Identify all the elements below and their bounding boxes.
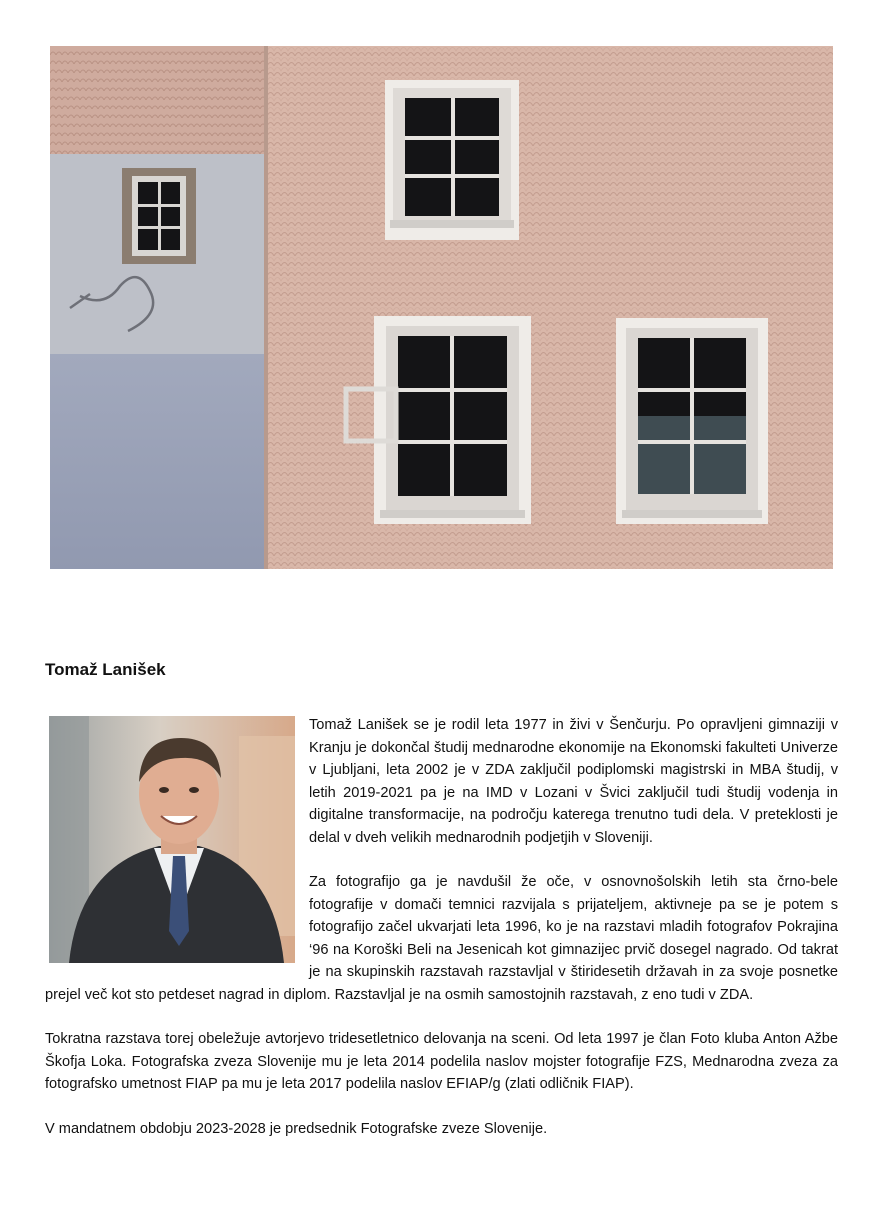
biography bbox=[45, 714, 838, 1162]
bio-paragraph-1: Tomaž Lanišek se je rodil leta 1977 in živi v Šenčurju. Po opravljeni gimnaziji v Kranju je dokončal študij mednarodne ekonomije na Ekonomski fakulteti Univerze v Ljubljani, leta 2002 je v ZDA zaključil podiplomski magistrski in MBA študij, v letih 2019-2021 pa je na IMD v Lozani v Švici zaključil tudi študij vodenja in digitalne transformacije, na področju katerega trenutno tudi dela. V preteklosti je delal v dveh velikih mednarodnih podjetjih v Sloveniji. bbox=[309, 717, 838, 846]
bottom-right-window bbox=[616, 318, 768, 524]
bio-paragraph-3: Tokratna razstava torej obeležuje avtorjevo tridesetletnico delovanja na sceni. Od leta 1997 je član Foto kluba Anton Ažbe Škofja Loka. Fotografska zveza Slovenije mu je leta 2014 podelila naslov mojster fotografije FZS, Mednarodna zveza za fotografsko umetnost FIAP pa mu je leta 2017 podelila naslov EFIAP/g (zlati odličnik FIAP). bbox=[45, 1031, 838, 1092]
left-wall-blue bbox=[50, 354, 265, 569]
author-portrait bbox=[49, 716, 295, 963]
bio-paragraph-4: V mandatnem obdobju 2023-2028 je predsednik Fotografske zveze Slovenije. bbox=[45, 1120, 548, 1137]
author-name: Tomaž Lanišek bbox=[45, 660, 166, 679]
left-roof bbox=[50, 46, 265, 158]
small-window bbox=[122, 168, 196, 264]
bio-paragraph-2: Za fotografijo ga je navdušil že oče, v osnovnošolskih letih sta črno-bele fotografije v domači temnici razvijala s prijateljem, aktivneje pa se je potem s fotografijo začel ukvarjati leta 1996, ko je na razstavi mladih fotografov Pokrajina ‘96 na Koroški Beli na Jesenicah kot gimnazijec prvič dosegel nagrado. Od takrat je na skupinskih razstavah razstavljal v štiridesetih državah in za svoje posnetke prejel več kot sto petdeset nagrad in diplom. Razstavljal je na osmih samostojnih razstavah, z eno tudi v ZDA. bbox=[45, 874, 838, 1003]
facade-photo bbox=[50, 46, 833, 569]
top-window bbox=[385, 80, 519, 240]
